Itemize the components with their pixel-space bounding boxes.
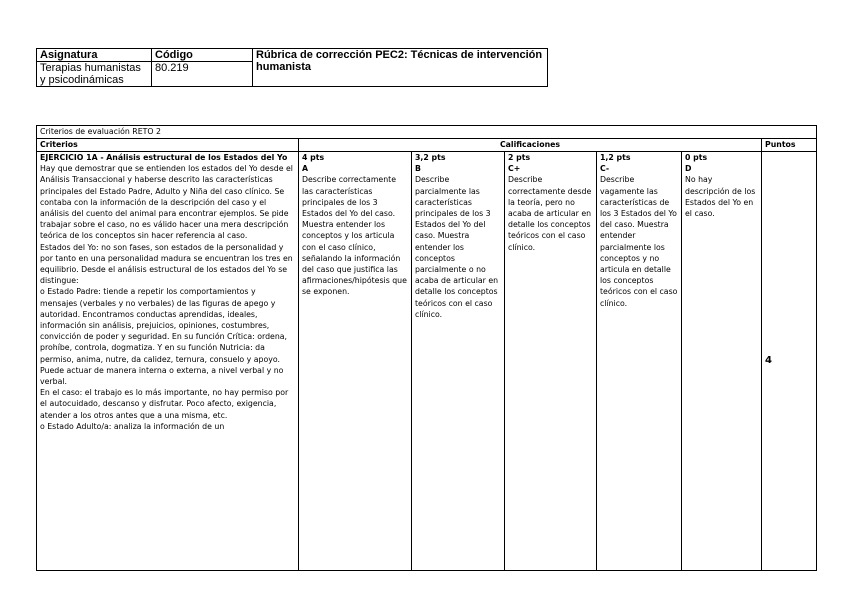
level-cell-b [412, 152, 505, 571]
puntos-header: Puntos [762, 139, 817, 152]
level-score: 4 pts [302, 153, 325, 162]
level-cell-c-minus [597, 152, 682, 571]
level-letter: D [685, 164, 692, 174]
codigo-value: 80.219 [152, 62, 253, 87]
level-description: Describe correctamente las características principales de los 3 Estados del Yo del caso. Muestra entender los conceptos y los articula con el caso clínico, señalando la información del caso que justifica las afirmaciones/hipótesis que se exponen. [302, 175, 407, 297]
criterion-cell [37, 152, 299, 571]
criterion-line: Hay que demostrar que se entienden los estados del Yo desde el Análisis Transaccional y haberse descrito las características principales del Estado Padre, Adulto y Niña del caso clínico. Se contaba con la información de la descripción del caso y el análisis del cuento del animal para encontrar ejemplos. Se pide trabajar sobre el caso, no es válido hacer una mera descripción teórica de los conceptos sin hacer referencia al caso. [40, 164, 293, 241]
puntos-value: 4 [762, 152, 817, 571]
level-letter: B [415, 164, 421, 174]
rubric-table [36, 125, 817, 571]
rubric-caption: Criterios de evaluación RETO 2 [37, 126, 817, 139]
level-description: No hay descripción de los Estados del Yo en el caso. [685, 175, 756, 219]
codigo-header: Código [152, 49, 253, 62]
criterion-line: o Estado Adulto/a: analiza la información de un [40, 421, 225, 431]
level-score: 0 pts [685, 153, 708, 162]
asignatura-header: Asignatura [37, 49, 152, 62]
level-letter: C- [600, 164, 610, 174]
level-cell-a [299, 152, 412, 571]
criterion-line: En el caso: el trabajo es lo más importante, no hay permiso por el autocuidado, descanso y disfrutar. Poco afecto, exigencia, atender a los otros antes que a una misma, etc. [40, 388, 289, 420]
level-description: Describe vagamente las características de los 3 Estados del Yo del caso. Muestra entender parcialmente los conceptos y no articula en detalle los conceptos teóricos con el caso clínico. [600, 175, 678, 308]
criterion-line: Estados del Yo: no son fases, son estados de la personalidad y por tanto en una personalidad madura se encuentran los tres en equilibrio. Desde el análisis estructural de los estados del Yo se distingue: [40, 242, 293, 286]
level-cell-c-plus [505, 152, 597, 571]
level-letter: C+ [508, 164, 521, 174]
level-description: Describe correctamente desde la teoría, pero no acaba de articular en detalle los conceptos teóricos con el caso clínico. [508, 175, 592, 252]
criterion-line: o Estado Padre: tiende a repetir los comportamientos y mensajes (verbales y no verbales) de las figuras de apego y autoridad. Encontramos conductas aprendidas, ideales, información sin análisis, prejuicios, opiniones, costumbres, convicción de poder y seguridad. En su función Crítica: ordena, prohíbe, controla, dogmatiza. Y en su función Nutricia: da permiso, anima, nutre, da calidez, ternura, consuelo y apoyo. [40, 287, 288, 364]
level-letter: A [302, 164, 309, 174]
calificaciones-header: Calificaciones [299, 139, 762, 152]
exercise-title: EJERCICIO 1A - Análisis estructural de los Estados del Yo [40, 153, 288, 162]
level-cell-d [682, 152, 762, 571]
level-score: 3,2 pts [415, 153, 446, 162]
level-description: Describe parcialmente las características principales de los 3 Estados del Yo del caso. Muestra entender los conceptos parcialmente o no acaba de articular en detalle los conceptos teóricos con el caso clínico. [415, 175, 499, 319]
rubric-title: Rúbrica de corrección PEC2: Técnicas de intervención humanista [253, 49, 548, 87]
level-score: 1,2 pts [600, 153, 631, 162]
criterios-header: Criterios [37, 139, 299, 152]
subject-header-table [36, 48, 548, 87]
level-score: 2 pts [508, 153, 531, 162]
criterion-line: Puede actuar de manera interna o externa, a nivel verbal y no verbal. [40, 365, 284, 387]
asignatura-value: Terapias humanistas y psicodinámicas [37, 62, 152, 87]
